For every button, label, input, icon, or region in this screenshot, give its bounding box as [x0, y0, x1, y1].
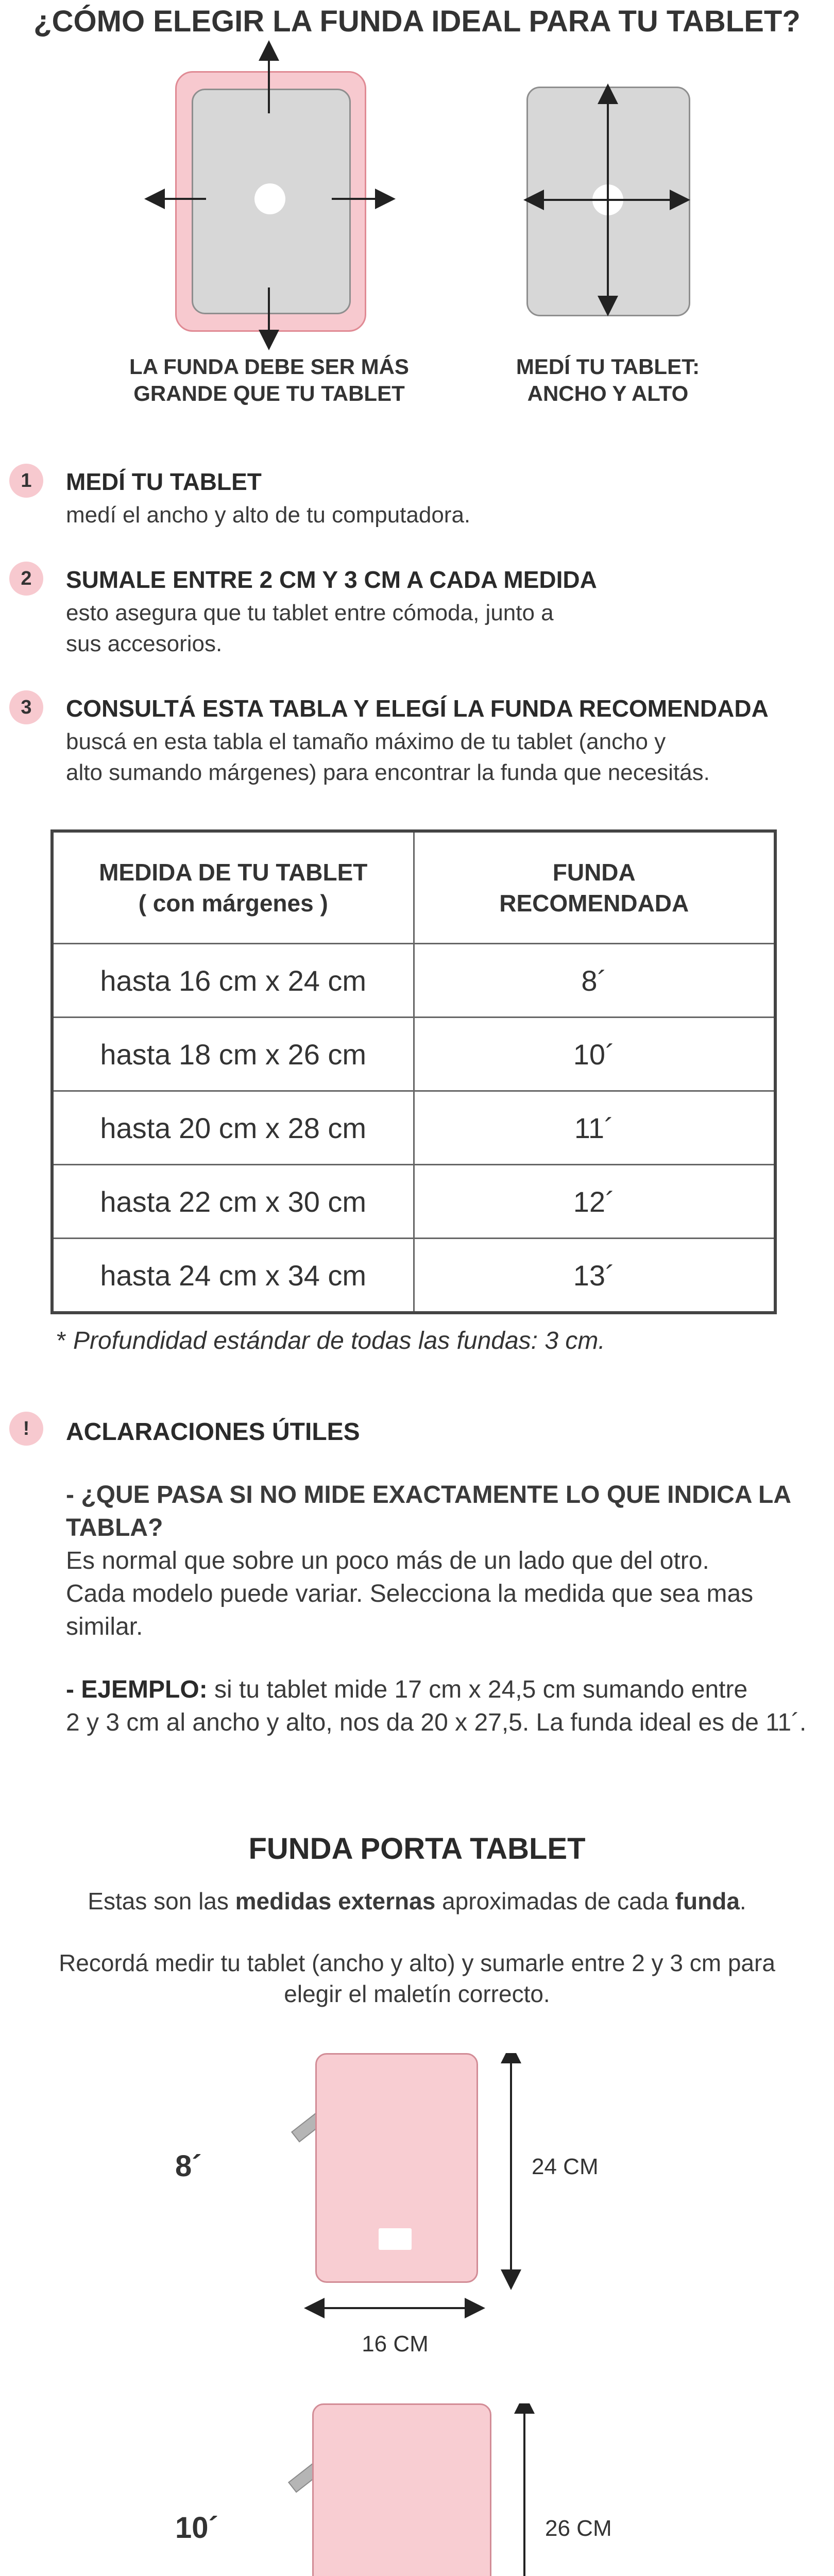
header-tablet-size: MEDIDA DE TU TABLET ( con márgenes ) — [52, 831, 414, 944]
table-row — [52, 944, 775, 1018]
aclaraciones-body — [66, 1479, 823, 1739]
question-answer: Es normal que sobre un poco más de un lado que del otro. Cada modelo puede variar. Selecciona la medida que sea mas similar. — [66, 1547, 754, 1640]
cell-case-size: 12´ — [414, 1165, 775, 1239]
section-intro: Estas son las medidas externas aproximadas de cada funda. — [88, 1888, 746, 1914]
step-2-body: esto asegura que tu tablet entre cómoda, junto a sus accesorios. — [66, 600, 554, 656]
step-2-badge: 2 — [9, 562, 43, 596]
table-row — [52, 1018, 775, 1091]
table-header-row — [52, 831, 775, 944]
cell-tablet-size: hasta 16 cm x 24 cm — [52, 944, 414, 1018]
cell-case-size: 10´ — [414, 1018, 775, 1091]
warning-badge: ! — [9, 1412, 43, 1446]
example-text-2: 2 y 3 cm al ancho y alto, nos da 20 x 27,5. La funda ideal es de 11´. — [66, 1709, 807, 1736]
caption-measure-tablet: MEDÍ TU TABLET: ANCHO Y ALTO — [516, 354, 700, 405]
dimension-arrows — [0, 2403, 834, 2576]
note-asterisk: * — [57, 1327, 66, 1354]
page-title: ¿CÓMO ELEGIR LA FUNDA IDEAL PARA TU TABLET? — [33, 5, 801, 38]
note-text: Profundidad estándar de todas las fundas: 3 cm. — [73, 1327, 605, 1354]
example-label: - EJEMPLO: — [66, 1676, 208, 1703]
step-1-badge: 1 — [9, 464, 43, 498]
case-size-label: 8´ — [175, 2149, 202, 2183]
depth-note — [57, 1327, 605, 1355]
table-row — [52, 1239, 775, 1313]
header-recommended-case: FUNDA RECOMENDADA — [414, 831, 775, 944]
size-table — [50, 829, 777, 1314]
section-title: FUNDA PORTA TABLET — [248, 1832, 586, 1866]
example — [66, 1673, 823, 1739]
case-size-label: 10´ — [175, 2511, 218, 2545]
step-1-title: MEDÍ TU TABLET — [66, 468, 262, 495]
case-height-label: 24 CM — [532, 2154, 599, 2179]
step-3-badge: 3 — [9, 690, 43, 724]
step-3-title: CONSULTÁ ESTA TABLA Y ELEGÍ LA FUNDA RECOMENDADA — [66, 695, 769, 722]
table-row — [52, 1165, 775, 1239]
cell-tablet-size: hasta 22 cm x 30 cm — [52, 1165, 414, 1239]
case-width-label: 16 CM — [362, 2331, 429, 2357]
cell-tablet-size: hasta 20 cm x 28 cm — [52, 1091, 414, 1165]
step-3-body: buscá en esta tabla el tamaño máximo de tu tablet (ancho y alto sumando márgenes) para encontrar la funda que necesitás. — [66, 729, 710, 785]
caption-case-bigger: LA FUNDA DEBE SER MÁS GRANDE QUE TU TABLET — [129, 354, 409, 405]
cell-case-size: 13´ — [414, 1239, 775, 1313]
example-text: si tu tablet mide 17 cm x 24,5 cm sumando entre — [207, 1676, 748, 1703]
section-advice: Recordá medir tu tablet (ancho y alto) y sumarle entre 2 y 3 cm para elegir el maletín correcto. — [59, 1950, 775, 2007]
measure-arrows — [0, 0, 834, 392]
cell-case-size: 8´ — [414, 944, 775, 1018]
case-height-label: 26 CM — [545, 2516, 612, 2541]
cell-tablet-size: hasta 18 cm x 26 cm — [52, 1018, 414, 1091]
question-title: - ¿QUE PASA SI NO MIDE EXACTAMENTE LO QUE INDICA LA TABLA? — [66, 1481, 792, 1541]
step-1-body: medí el ancho y alto de tu computadora. — [66, 502, 471, 528]
step-2-title: SUMALE ENTRE 2 CM Y 3 CM A CADA MEDIDA — [66, 566, 597, 593]
aclaraciones-title: ACLARACIONES ÚTILES — [66, 1418, 360, 1446]
dimension-arrows — [0, 2053, 834, 2362]
table-row — [52, 1091, 775, 1165]
cell-case-size: 11´ — [414, 1091, 775, 1165]
cell-tablet-size: hasta 24 cm x 34 cm — [52, 1239, 414, 1313]
